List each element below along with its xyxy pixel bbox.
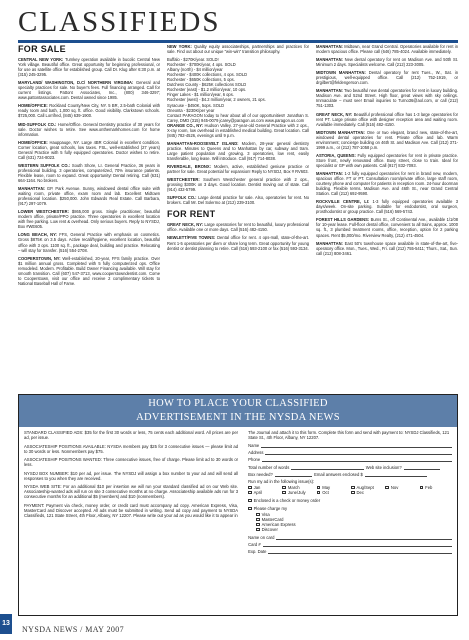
classified-ad <box>18 186 160 206</box>
web-site-line[interactable] <box>404 465 440 470</box>
ad-text: Contact PARAGON today to hear about all of our opportunities!! Jonathan S. Carey, DMD (315) 945-0079 jcarey@paragon.us.com www.paragon.us.com <box>167 112 309 123</box>
classified-ad <box>316 88 458 108</box>
ad-text: $865,000 gross. Single practitioner, beautiful modern office, private/PPO practice. Three operatories in excellent location with free parking. Low rent & overhead. Only serious buyers. Reply to NYSDJ, Box #WE605. <box>18 209 161 230</box>
classified-ad <box>316 153 458 168</box>
ad-text: Dental office for rent. 4 ops-mall, state-of-the-art. Rent 1-5 operatories per diem or share long term. Great opportunity for young dentist or dentist planning to retire. Call (516) 593-2100 or fax (516) 593-3134. <box>167 235 309 251</box>
checkbox-icon[interactable] <box>282 491 286 495</box>
name-on-card-line[interactable] <box>276 535 452 540</box>
ad-text: Dental operatory for rent Tues., W., Sat. in prestigious, well-equipped office. Call (212) 752-1919, or drgilbert@feldengerson.com. <box>316 70 459 86</box>
ad-text: Rochester (west) - $4.2 million/year, 2 owners, 21 ops. <box>167 97 266 103</box>
option-discover[interactable] <box>256 527 452 532</box>
option-label: Jan <box>253 484 261 490</box>
ad-text: Two beautiful new dental operatories for rent in luxury building. Madison Ave. and 52nd Street. High floor, great views with sky ceilings. Immaculate – must see! Email inquiries to Turno36@aol.com, or call (212) 751-1303. <box>316 88 458 109</box>
classified-ad <box>316 217 458 237</box>
ad-text: Albany (north) - $4 million/year <box>167 67 223 73</box>
ad-heading: HOME/OFFICE: <box>18 139 48 145</box>
ad-text: Modern, active, established geniune practice or partner for sale. Great potential for expansion! Reply to NYSDJ, Box # RV603. <box>167 164 310 175</box>
box-needed-field[interactable] <box>248 472 452 477</box>
option-label: American Express <box>261 521 296 527</box>
order-form-body <box>19 427 457 560</box>
phone-label: Phone <box>248 457 261 463</box>
address-label: Address <box>248 450 264 456</box>
ad-text: East 50's townhouse space available in state-of-the-art, five-operatory office. Mon., Tues., Wed., Fri. call (212) 755-5411; Thurs., Sat., Sun. call (212) 808-3461. <box>316 240 458 256</box>
page-footer: NYSDA NEWS / MAY 2007 <box>22 625 125 634</box>
ad-heading: MANHATTAN: <box>316 44 343 49</box>
option-label: Oct <box>322 489 329 495</box>
total-words-field[interactable] <box>248 465 452 470</box>
option-label: Visa <box>261 511 270 517</box>
option-june-july[interactable] <box>282 490 314 495</box>
classified-ad <box>316 57 458 67</box>
ad-heading: MANHATTAN: <box>316 57 343 63</box>
name-label: Name <box>248 443 260 448</box>
checkbox-icon[interactable] <box>256 528 260 532</box>
ad-heading: CENTRAL NEW YORK: <box>18 57 64 62</box>
checkbox-icon[interactable] <box>282 486 286 490</box>
classified-ad <box>18 256 160 286</box>
option-label: March <box>287 484 300 490</box>
order-form-heading-2: ADVERTISEMENT IN THE NYSDA NEWS <box>136 411 340 423</box>
checkbox-icon[interactable] <box>248 499 252 503</box>
ad-heading: MANHATTAN: <box>316 170 343 176</box>
run-issues-label: Run my ad in the following issue(s): <box>248 478 315 484</box>
column-right <box>316 44 458 396</box>
checkbox-icon[interactable] <box>256 518 260 522</box>
ad-text: Hudson Valley. 27-year-old General Practice with 2 ops., X-ray room, low overhead in established medical building. Great location. Call (845) 782-4526, evenings until 9 p.m. <box>167 122 309 138</box>
ad-heading: ROCKVILLE CENTRE, LI: <box>316 199 370 205</box>
title-rule <box>18 40 458 43</box>
ad-heading: MANHATTAN: <box>18 186 45 192</box>
address-field[interactable] <box>248 450 452 455</box>
checkbox-icon[interactable] <box>256 523 260 527</box>
ad-heading: MID-SUFFOLK CO.: <box>18 121 57 127</box>
rate-paragraph: NYSDJ BOX NUMBER: $10 per ad, per issue. The NYSDJ will assign a box number to your ad and will send all responses to you when they are received. <box>24 470 239 481</box>
order-form-intro: The Journal and attach it to this form. Complete this form and send with payment to: NYSDJ Classifieds, 121 State St., 4th Floor, Albany, NY 12207. <box>248 430 450 440</box>
checkbox-icon[interactable] <box>385 486 389 490</box>
option-dec[interactable] <box>351 490 383 495</box>
checkbox-icon[interactable] <box>420 486 424 490</box>
ad-text: Syracuse - $450K, 5ops. SOLD <box>167 102 225 108</box>
classified-ad <box>18 140 160 160</box>
ad-text: Modern, 28-year general dentistry practice. Minutes to Queens and to Manhattan by car, subway and tram. Large patient population and growing. 3 operatories, low rent, easily transferable, long lease. Will introduce. Call (917) 714-8038. <box>167 140 309 161</box>
classified-ad <box>167 195 309 205</box>
classified-ad <box>316 70 458 85</box>
ad-heading: HOME/OFFICE: <box>18 103 48 109</box>
classified-ad <box>167 141 309 161</box>
name-line[interactable] <box>261 443 452 448</box>
ad-text: 1-3 fully equipped operatories available 3 days/week. On-site parking. Suitable for endodontist, oral surgeon, prosthodontist or group practice. Call (516) 569-5743. <box>316 199 459 215</box>
ad-text: Burns St., off Continental Ave., available 1/1/08 for 10-year lease. Full-floor dental office, convenient to all trains, approx. 1000 sq. ft., 3 plumbed treatment rooms, office, reception, option for 2 parking spaces. Rent $5,000/mo. Riverview Realty, (212) 471-4504. <box>316 217 459 238</box>
classified-ad <box>316 130 458 150</box>
page-title: CLASSIFIEDS <box>18 6 221 38</box>
ad-heading: MANHATTAN-ROOSEVELT ISLAND: <box>167 140 239 146</box>
classified-ad <box>316 241 458 256</box>
option-nov[interactable] <box>385 485 417 490</box>
box-needed-line[interactable] <box>275 472 312 477</box>
option-oct[interactable] <box>317 490 349 495</box>
name-on-card-field[interactable] <box>248 535 452 540</box>
rate-paragraph: PAYMENT: Payment via check, money order, or credit card must accompany ad copy. American Express, Visa, MasterCard and Discover accepted. All ads must be submitted in writing. Send ad copy and payment to NYSDA Classifieds, 121 State Street, 4th Floor, Albany, NY 12207. Please write out your ad as you would like it to appear in <box>24 502 239 518</box>
ad-heading: NEWLETT/FIVE TOWNS: <box>167 235 216 241</box>
box-needed-label: Box needed? <box>248 471 273 477</box>
classified-ad <box>18 232 160 252</box>
ad-heading: WESTERN SUFFOLK CO.: <box>18 162 71 168</box>
classified-ad <box>316 171 458 196</box>
ad-text: Oneonta - $230K/per year <box>167 107 215 113</box>
ad-heading: ASTORIA, QUEENS: <box>316 152 356 158</box>
exp-date-label: Exp. Date <box>248 549 267 555</box>
ad-text: Rochester (east) - $1.2 million/year, 10 ops. <box>167 87 247 93</box>
issue-months <box>248 485 452 495</box>
ad-text: One or two elegant, brand new, state-of-the-art, windowed dental operatories for rent. Private office and lab. Warm environment; concierge building on 46th St. and Madison Ave. Call (212) 371-1999 a.m., or (212) 787-1058 p.m. <box>316 129 458 150</box>
ad-text: Turnkey operation available in bucolic Central New York village. Beautiful office. Great opportunity for beginning professional, or for use as satellite office for established group. Call Dr. Klug after 6:30 p.m. at (315) 245-3295. <box>18 57 160 78</box>
address-line[interactable] <box>265 450 452 455</box>
email-label: Email answers enclosed $ <box>314 471 363 477</box>
ad-text: Rochester - $700K/year, 4 ops. SOLD <box>167 62 236 68</box>
ad-text: Buffalo - $270K/year. SOLD! <box>167 57 219 63</box>
name-on-card-label: Name on card <box>248 534 275 540</box>
ad-heading: SUFFOLK CO.: <box>167 195 197 201</box>
ad-text: General and specialty practices for sale. No buyer's fees. Full financing arranged. Call for current listings. Pattont Associates, Inc., (800) 346-3297; www.pattontassociates.com. Dental owned since 1985. <box>18 80 160 101</box>
ad-text: Dutchess County - $625K collections SOLD <box>167 82 247 88</box>
classified-columns <box>18 44 458 396</box>
check-enclosed-label: Enclosed is a check or money order <box>253 497 321 503</box>
ad-heading: MARYLAND/ WASHINGTON, D.C/ NORTHERN VIRGINIA: <box>18 80 134 86</box>
total-words-label: Total number of words <box>248 464 290 470</box>
classified-ad <box>316 199 458 214</box>
column-middle <box>167 44 309 396</box>
ad-heading: RIVERDALE, BRONX: <box>167 164 211 170</box>
option-april[interactable] <box>248 490 280 495</box>
ad-heading: FOREST HILLS GARDENS: <box>316 217 370 223</box>
classified-ad <box>18 122 160 137</box>
ad-text: New dental operatory for rent on Madison Ave. and 50th St. Minimum 2 days. Specialists welcome. Call (212) 223-3005. <box>316 57 458 68</box>
ad-text: Fully equipped operatories for rent in private practice. Store front, newly renovated office. Busy street, close to train. Ideal for specialist or GP with own patients. Call (917) 832-7093. <box>316 152 459 168</box>
ad-heading: ORANGE CO., NY: <box>167 122 204 128</box>
section-title-for-rent: FOR RENT <box>167 209 216 220</box>
classified-ad <box>18 209 160 229</box>
card-fields <box>248 535 452 554</box>
phone-line[interactable] <box>262 457 452 462</box>
option-label: MasterCard <box>261 516 284 522</box>
ad-text: Home/Office. General Dentistry practice of 30 years for sale. Doctor wishes to retire. See www.onthemarkhomes.com for home information. <box>18 121 160 137</box>
order-form-rates <box>24 430 238 557</box>
order-form-header <box>19 395 457 427</box>
card-options <box>256 512 452 532</box>
ad-text: South Shore, LI. General Practice, 36 years in professional building. 3 operatories, computerized, 70% insurance patients. Flexible lease, room to expand. Great opportunity! Dental retiring. Call (631) 664-1164. No brokers. <box>18 162 161 183</box>
email-line[interactable] <box>365 472 427 477</box>
check-enclosed-option[interactable] <box>248 498 452 503</box>
ad-heading: COOPERSTOWN, NY: <box>18 255 61 261</box>
option-label: Nov <box>390 484 399 490</box>
exp-date-field[interactable] <box>248 549 452 554</box>
ad-text: Beautiful professional office has 1-3 large operatories for rent PT. Large private office with designer reception area and waiting room. Available immediately. Call (516) 482-4150. <box>316 111 458 127</box>
option-label: April <box>253 489 262 495</box>
right-ads <box>316 44 458 256</box>
exp-date-line[interactable] <box>268 549 452 554</box>
classified-ad <box>18 57 160 77</box>
card--label: Card # <box>248 542 261 548</box>
contact-fields <box>248 443 452 462</box>
ad-text: FFS, General Practice with emphasis on cosmetics. Gross $875K on 3.5 days. Active recall/hygiene, excellent location, beautiful office with 3 ops. 1100 sq. ft., package deal, building and practice. Relocating – will stay for transfer. (516) 554-2708. <box>18 232 160 253</box>
checkbox-icon[interactable] <box>351 491 355 495</box>
section-title-for-sale: FOR SALE <box>18 44 66 54</box>
classified-ad <box>18 80 160 100</box>
web-site-label: Web site inclusion? <box>365 464 402 470</box>
ad-heading: MIDTOWN MANHATTAN: <box>316 70 366 76</box>
checkbox-icon[interactable] <box>248 507 252 511</box>
option-label: June/July <box>287 489 306 495</box>
card--field[interactable] <box>248 542 452 547</box>
rate-paragraph: NYSDA WEB SITE: For an additional $10 per insertion we will run your standard classified ad on our Web site. Associateship-wanted ads will run on site 3 consecutive months at no charge. Associateship available ads run for 3 consecutive months for an additional $5 (members) and $10 (nonmembers). <box>24 484 239 499</box>
classified-ad <box>167 44 309 54</box>
charge-card-option[interactable] <box>248 506 452 511</box>
order-form-heading-1: HOW TO PLACE YOUR CLASSIFIED <box>148 398 328 409</box>
page-number-tab: 13 <box>0 614 12 634</box>
ad-heading: GREAT NECK, NY: <box>167 222 204 228</box>
ad-heading: WESTCHESTER: <box>167 177 200 183</box>
option-label: Dec <box>356 489 364 495</box>
rate-paragraph: STANDARD CLASSIFIED ADS: $35 for the first 30 words or less, 75 cents each additional word. All prices are per ad, per issue. <box>24 430 239 440</box>
ad-text: Rochester - $650K collections, 5 ops. <box>167 77 235 83</box>
rate-paragraph: ASSOCIATESHIP POSITIONS WANTED: Three consecutive issues, free of charge. Please limit ad to 30 words or less. <box>24 457 239 467</box>
card--line[interactable] <box>263 542 452 547</box>
ad-text: Large operatories for rent to beautiful, luxury professional office. Available one or more days. Call (516) 482-4150. <box>167 222 309 233</box>
column-for-sale <box>18 44 160 396</box>
checkbox-icon[interactable] <box>248 491 252 495</box>
ad-text: Large dental practice for sale. Also, operatories for rent. No brokers. Call Mr. Del Solermo at (212) 239-3100. <box>167 195 310 206</box>
ad-text: Hauppauge, NY. Large 4BR Colonial in excellent condition. Corner location, great schools, low taxes. FSL, well-established (27 years) General Practice with 5 fully equipped operatories. Doctor wishes to retire. Call (631) 724-8023. <box>18 139 160 160</box>
total-words-line[interactable] <box>291 465 363 470</box>
ad-text: Finger Lakes - $1 million/year, 6 ops. <box>167 92 234 98</box>
ad-text: Southern Westchester general practice with 2 ops., grossing $300K on 3 days. Good location. Dentist moving out of state. Call (914) 432-5799. <box>167 177 310 193</box>
classified-ad <box>167 113 309 123</box>
ad-heading: LONG BEACH, NY: <box>18 232 57 238</box>
option-label: Discover <box>261 526 278 532</box>
charge-card-label: Please charge my <box>253 505 288 511</box>
ad-heading: MIDTOWN MANHATTAN: <box>316 129 365 135</box>
option-label: Aug/Sept <box>356 484 374 490</box>
ad-heading: MANHATTAN: <box>316 240 343 246</box>
checkbox-icon[interactable] <box>248 486 252 490</box>
ad-text: Midtown, near Grand Central. Operatories available for rent in modern spacious office. Please call (646) 785-4024. Available immediately. <box>316 44 459 55</box>
ad-heading: GREAT NECK, NY: <box>316 111 353 117</box>
classified-ad <box>167 164 309 174</box>
ad-text: 1-2 fully equipped operatories for rent in brand new, modern, spacious office. FT or PT. Consultation room/private office, large staff room, courtesy phone and computer for patients in reception room. 24-hour doorman building. Flexible terms. Madison Ave. and 46th St., near Grand Central Station. Call (212) 692-9590. <box>316 170 459 197</box>
classified-ad <box>167 222 309 232</box>
for-sale-ads <box>18 57 160 286</box>
ad-heading: NEW YORK: <box>167 44 192 49</box>
classified-ad <box>167 123 309 138</box>
checkbox-icon[interactable] <box>317 491 321 495</box>
middle-ads <box>167 44 309 205</box>
ad-text: GP. Park Avenue. Sunny, windowed dental office suite with waiting room, private office, exam room and lab. Excellent Midtown professional location. $250,000. John Edwards Real Estate. Call Barbara, (917) 297-1079. <box>18 186 160 207</box>
checkbox-icon[interactable] <box>317 486 321 490</box>
page-header <box>18 6 458 43</box>
ad-text: Rochester - $400K collections, 4 ops. SOLD <box>167 72 248 78</box>
option-feb[interactable] <box>420 485 452 490</box>
ad-heading: LOWER WESTCHESTER: <box>18 209 69 215</box>
classified-ad <box>18 103 160 118</box>
rate-paragraph: ASSOCIATESHIP POSITIONS AVAILABLE: NYSDA members pay $25 for 3 consecutive issues — please limit ad to 30 words or less. Nonmembers pay $75. <box>24 443 239 454</box>
checkbox-icon[interactable] <box>256 513 260 517</box>
ad-text: Rockland County/New City, NY. 5 BR, 2.5-bath Colonial with ready room and bath, 1,000 sq. ft. office. Good visibility. Clarkstown schools. $725,000. Call Lorrifred, (845) 639-1900. <box>18 103 160 119</box>
option-label: May <box>322 484 331 490</box>
ad-text: Quality equity associateships, partnerships and practices for sale. Find out about our unique "win-win" transition philosophy. <box>167 44 309 55</box>
order-form-box <box>18 394 458 616</box>
ad-heading: MANHATTAN: <box>316 88 343 94</box>
classified-ad <box>316 112 458 127</box>
classified-ad <box>18 163 160 183</box>
ad-text: Well-established, 20-year, FFS family practice. Over $1 million annual gross. Completed with 5 fully computerized ops. Office remodeled. Modern. Profitable. Build Owner Financing available. Will stay for smooth transition. Call (607) 547-3713, www.cooperstowndentist.com. Come to Cooperstown, visit our office and receive 2 complimentary tickets to National Baseball Hall of Fame. <box>18 255 161 286</box>
classified-ad <box>316 44 458 54</box>
checkbox-icon[interactable] <box>351 486 355 490</box>
option-label: Feb <box>425 484 433 490</box>
classified-ad <box>167 235 309 250</box>
for-rent-ads <box>167 222 309 250</box>
order-form-fields <box>248 430 452 557</box>
classified-ad <box>167 177 309 192</box>
phone-field[interactable] <box>248 457 452 462</box>
name-field[interactable] <box>248 443 452 448</box>
